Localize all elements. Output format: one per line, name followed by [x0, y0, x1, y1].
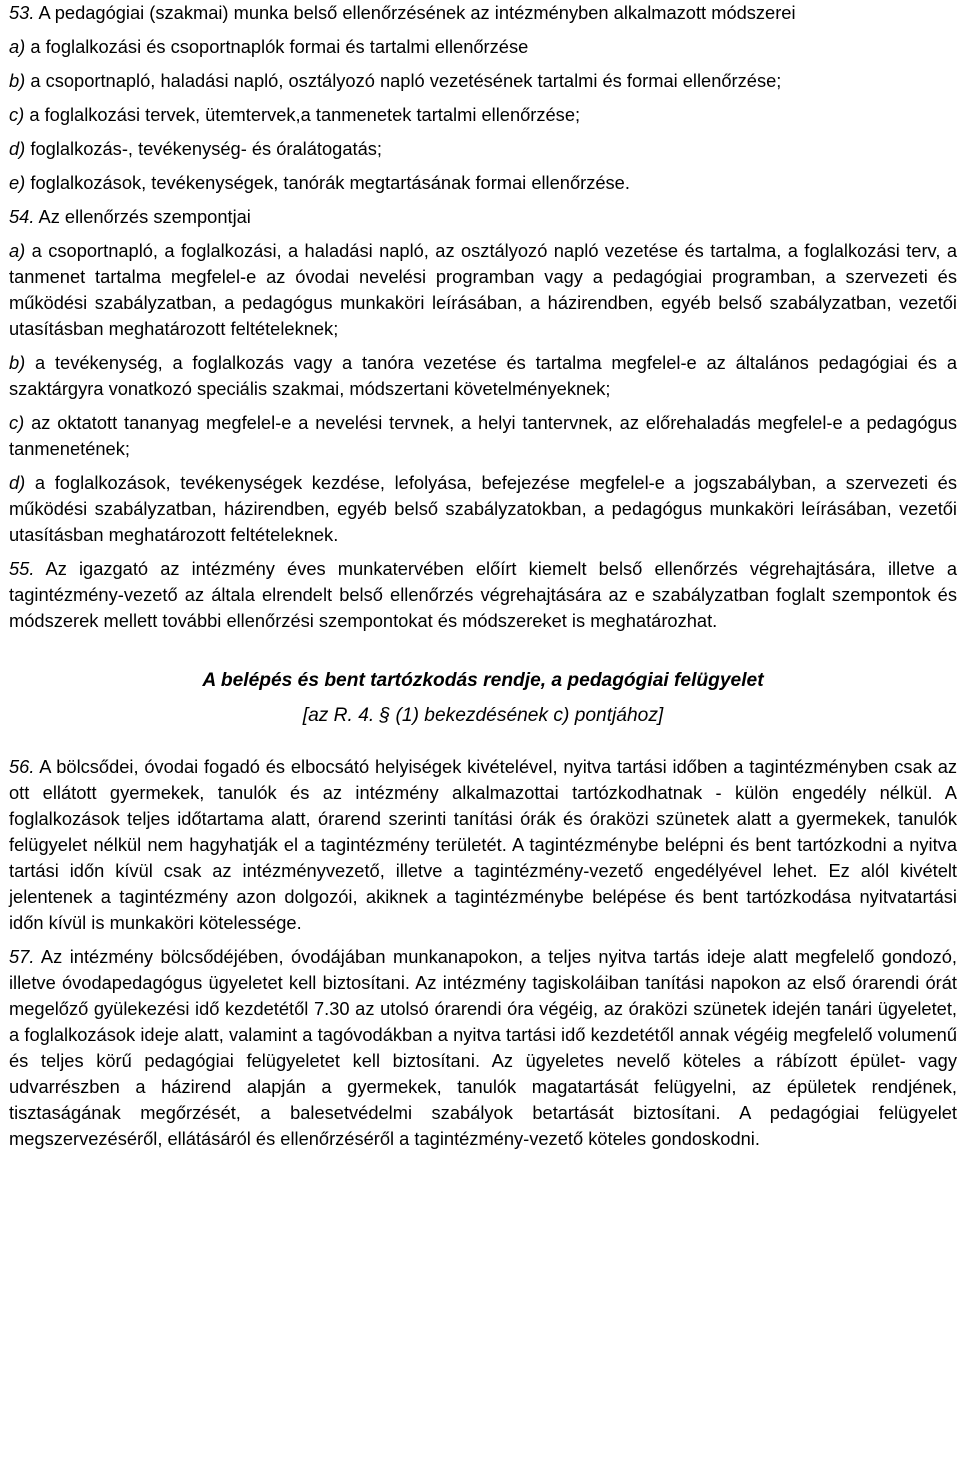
- paragraph-number: 53.: [9, 2, 35, 23]
- paragraph-text: Az igazgató az intézmény éves munkatervében előírt kiemelt belső ellenőrzés végrehajtására, illetve a tagintézmény-vezető az általa elrendelt belső ellenőrzés végrehajtására az e szabályzatban foglalt szempontok és módszerek mellett további ellenőrzési szempontokat és módszereket is meghatározhat.: [9, 558, 958, 631]
- list-item: [9, 350, 957, 402]
- section-reference: [az R. 4. § (1) bekezdésének c) pontjához]: [302, 705, 664, 726]
- paragraph-text: A bölcsődei, óvodai fogadó és elbocsátó helyiségek kivételével, nyitva tartási időben a tagintézményben csak az ott ellátott gyermekek, tanulók és az intézmény alkalmazottai tartózkodhatnak - külön engedély nélkül. A foglalkozások teljes időtartama alatt, órarend szerinti tanítási órák és óraközi szünetek alatt a gyermekek, tanulók felügyelet nélkül nem hagyhatják el a tagintézmény területét. A tagintézménybe belépni és bent tartózkodni a nyitva tartási időn kívül csak az intézményvezető, illetve a tagintézmény-vezető engedélyével lehet. Ez alól kivételt jelentenek a tagintézmény azon dolgozói, akiknek a tagintézménybe belépése és bent tartózkodása nyitvatartási időn kívül is munkaköri kötelessége.: [9, 756, 957, 933]
- paragraph-number: 57.: [9, 946, 35, 967]
- item-text: a foglalkozások, tevékenységek kezdése, lefolyása, befejezése megfelel-e a jogszabályban, a szervezeti és működési szabályzatban, házirendben, egyéb belső szabályzatokban, a pedagógus munkaköri leírásában, vezetői utasításban meghatározott feltételeknek.: [9, 472, 957, 545]
- item-text: foglalkozások, tevékenységek, tanórák megtartásának formai ellenőrzése.: [30, 172, 630, 193]
- paragraph-53: [9, 0, 957, 26]
- paragraph-55: [9, 556, 957, 634]
- section-heading: [9, 668, 957, 729]
- paragraph-number: 55.: [9, 558, 35, 579]
- item-text: a csoportnapló, a foglalkozási, a haladási napló, az osztályozó napló vezetése és tartalma, a foglalkozási terv, a tanmenet tartalma megfelel-e az óvodai nevelési programban vagy a pedagógiai programban, a szervezeti és működési szabályzatban, a pedagógus munkaköri leírásában, a házirendben, egyéb belső szabályzatban, vezetői utasításban meghatározott feltételeknek;: [9, 240, 957, 339]
- item-text: a tevékenység, a foglalkozás vagy a tanóra vezetése és tartalma megfelel-e az általános pedagógiai és a szaktárgyra vonatkozó speciális szakmai, módszertani követelményeknek;: [9, 352, 957, 399]
- item-label: e): [9, 172, 26, 193]
- paragraph-number: 56.: [9, 756, 35, 777]
- item-text: az oktatott tananyag megfelel-e a nevelési tervnek, a helyi tantervnek, az előrehaladás megfelel-e a pedagógus tanmenetének;: [9, 412, 957, 459]
- item-text: foglalkozás-, tevékenység- és óralátogatás;: [30, 138, 382, 159]
- paragraph-number: 54.: [9, 206, 35, 227]
- list-item: [9, 238, 957, 342]
- list-item: [9, 170, 957, 196]
- paragraph-text: Az ellenőrzés szempontjai: [38, 206, 251, 227]
- item-text: a foglalkozási tervek, ütemtervek,a tanmenetek tartalmi ellenőrzése;: [29, 104, 581, 125]
- list-item: [9, 102, 957, 128]
- item-label: d): [9, 472, 26, 493]
- document-page: [9, 0, 957, 1152]
- item-label: a): [9, 240, 26, 261]
- item-label: c): [9, 412, 25, 433]
- paragraph-54: [9, 204, 957, 230]
- item-label: c): [9, 104, 25, 125]
- item-label: a): [9, 36, 26, 57]
- list-item: [9, 470, 957, 548]
- item-text: a csoportnapló, haladási napló, osztályozó napló vezetésének tartalmi és formai ellenőrzése;: [30, 70, 782, 91]
- paragraph-56: [9, 754, 957, 936]
- item-label: d): [9, 138, 26, 159]
- item-label: b): [9, 352, 26, 373]
- section-title: A belépés és bent tartózkodás rendje, a pedagógiai felügyelet: [202, 670, 764, 691]
- list-item: [9, 136, 957, 162]
- list-item: [9, 68, 957, 94]
- list-item: [9, 410, 957, 462]
- list-item: [9, 34, 957, 60]
- paragraph-text: Az intézmény bölcsődéjében, óvodájában munkanapokon, a teljes nyitva tartás ideje alatt megfelelő gondozó, illetve óvodapedagógus ügyeletet kell biztosítani. Az intézmény tagiskoláiban tanítási napokon az első órarendi órát megelőző gyülekezési idő kezdetétől 7.30 az utolsó órarendi óra végéig, az óraközi szünetek idején tanári ügyeletet, a foglalkozások ideje alatt, valamint a tagóvodákban a nyitva tartási idő kezdetétől annak végéig megfelelő volumenű és teljes körű pedagógiai felügyeletet kell biztosítani. Az ügyeletes nevelő köteles a rábízott épület- vagy udvarrészben a házirend alapján a gyermekek, tanulók magatartását felügyelni, az épületek rendjének, tisztaságának megőrzését, a balesetvédelmi szabályok betartását biztosítani. A pedagógiai felügyelet megszervezéséről, ellátásáról és ellenőrzéséről a tagintézmény-vezető köteles gondoskodni.: [9, 946, 957, 1149]
- item-text: a foglalkozási és csoportnaplók formai és tartalmi ellenőrzése: [30, 36, 529, 57]
- paragraph-57: [9, 944, 957, 1152]
- paragraph-text: A pedagógiai (szakmai) munka belső ellenőrzésének az intézményben alkalmazott módszerei: [38, 2, 796, 23]
- item-label: b): [9, 70, 26, 91]
